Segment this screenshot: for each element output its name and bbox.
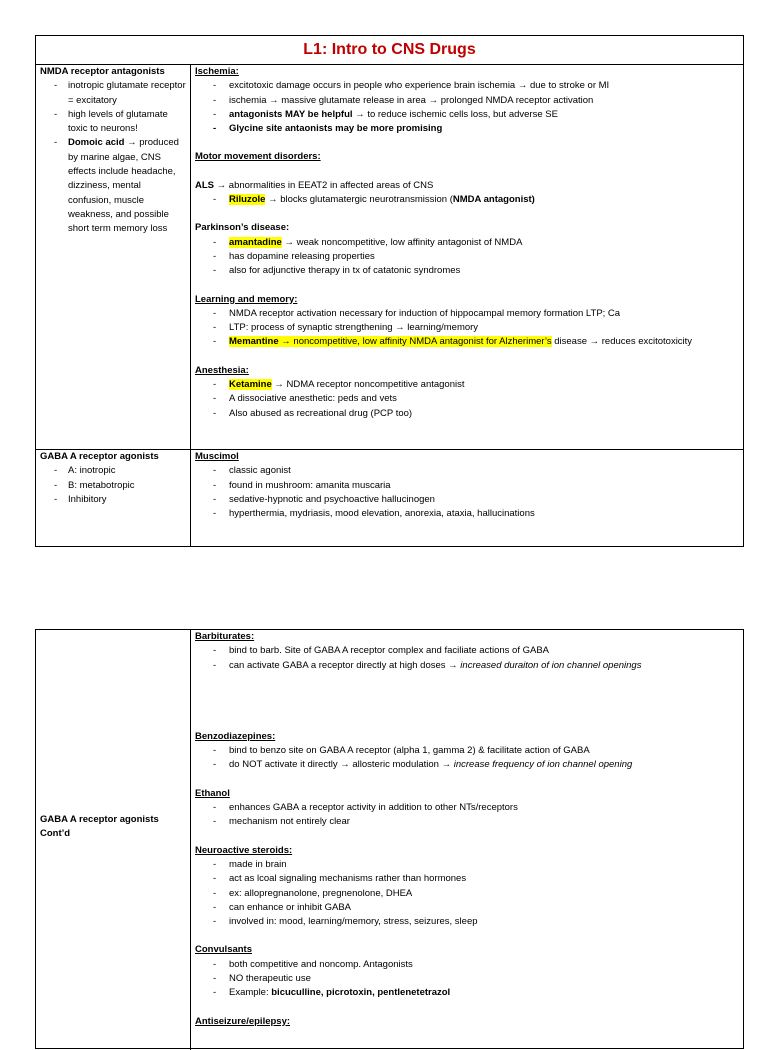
als-list [195, 193, 739, 207]
list-item: - NO therapeutic use [195, 972, 739, 986]
text: to reduce ischemic cells loss, but adverse SE [367, 108, 558, 120]
als-line [195, 179, 739, 193]
list-item [195, 335, 739, 349]
convulsants-list [195, 958, 739, 1001]
muscimol-heading: Muscimol [195, 451, 239, 462]
list-item [195, 758, 739, 772]
domoic-acid-label: Domoic acid → [68, 137, 137, 149]
gaba-heading: GABA A receptor agonists [40, 451, 159, 462]
list-item [40, 136, 186, 236]
parkinson-heading: Parkinson’s disease: [195, 222, 290, 234]
gaba-contd-row [36, 630, 743, 1050]
gaba-left-cell [36, 450, 191, 547]
gaba-row [36, 449, 743, 547]
table-page-1 [35, 35, 744, 547]
barbiturates-heading: Barbiturates: [195, 631, 255, 642]
page-title: L1: Intro to CNS Drugs [303, 41, 476, 58]
list-item: - LTP: process of synaptic strengthening → learning/memory [195, 321, 739, 335]
gaba-right-cell [191, 450, 743, 547]
ethanol-heading: Ethanol [195, 787, 230, 799]
spacer [195, 773, 739, 787]
barbiturates-list [195, 644, 739, 673]
list-item: - sedative-hypnotic and psychoactive hallucinogen [195, 493, 739, 507]
bold-text: bicuculline, picrotoxin, pentlenetetrazol [271, 987, 451, 999]
list-item: - mechanism not entirely clear [195, 815, 739, 829]
list-item: - bind to benzo site on GABA A receptor (alpha 1, gamma 2) & facilitate action of GABA [195, 744, 739, 758]
spacer [195, 165, 739, 179]
nmda-row [36, 65, 743, 449]
list-item: - made in brain [195, 858, 739, 872]
list-item: - inotropic glutamate receptor = excitatory [40, 79, 186, 108]
italic-text: increase frequency of ion channel opening [453, 759, 633, 771]
spacer [195, 207, 739, 221]
benzodiazepines-heading: Benzodiazepines: [195, 730, 276, 742]
spacer [195, 673, 739, 730]
spacer [195, 350, 739, 364]
als-label: ALS → [195, 179, 227, 191]
list-item [195, 659, 739, 673]
list-item: - hyperthermia, mydriasis, mood elevation, anorexia, ataxia, hallucinations [195, 507, 739, 521]
memantine-highlight-text [291, 336, 552, 347]
list-item: - ex: allopregnanolone, pregnenolone, DHEA [195, 887, 739, 901]
list-item: - excitotoxic damage occurs in people who experience brain ischemia → due to stroke or MI [195, 79, 739, 93]
neuroactive-steroids-heading: Neuroactive steroids: [195, 844, 293, 856]
text: can activate GABA a receptor directly at high doses → [229, 659, 458, 671]
gaba-contd-heading-line2: Cont’d [40, 828, 71, 839]
learning-list [195, 307, 739, 350]
list-item: - act as lcoal signaling mechanisms rather than hormones [195, 872, 739, 886]
list-item: - NMDA receptor activation necessary for induction of hippocampal memory formation LTP; Ca [195, 307, 739, 321]
neuroactive-steroids-list [195, 858, 739, 929]
nmda-heading: NMDA receptor antagonists [40, 66, 165, 77]
list-item: - enhances GABA a receptor activity in addition to other NTs/receptors [195, 801, 739, 815]
gaba-contd-heading-line1: GABA A receptor agonists [40, 813, 159, 825]
italic-text: increased duraiton of ion channel openings [460, 659, 642, 671]
spacer [195, 279, 739, 293]
anesthesia-list [195, 378, 739, 421]
list-item [195, 193, 739, 207]
convulsants-heading: Convulsants [195, 944, 253, 956]
gaba-contd-left-cell [36, 630, 191, 1050]
antiseizure-heading: Antiseizure/epilepsy: [195, 1015, 291, 1027]
list-item [195, 986, 739, 1000]
ethanol-list [195, 801, 739, 830]
als-text: abnormalities in EEAT2 in affected areas of CNS [228, 179, 434, 191]
list-item: - Also abused as recreational drug (PCP too) [195, 407, 739, 421]
bold-text: antagonists MAY be helpful → [229, 108, 365, 120]
ketamine-highlight: Ketamine [229, 379, 272, 391]
spacer [195, 1001, 739, 1015]
list-item: - A: inotropic [40, 464, 186, 478]
gaba-left-list [40, 464, 186, 507]
benzodiazepines-list [195, 744, 739, 773]
spacer [195, 136, 739, 150]
text: noncompetitive, low affinity NMDA antagonist for Alzherimer’s [293, 336, 552, 348]
muscimol-list [195, 464, 739, 521]
parkinson-list [195, 236, 739, 279]
list-item: - has dopamine releasing properties [195, 250, 739, 264]
list-item: - high levels of glutamate toxic to neurons! [40, 108, 186, 137]
nmda-left-list [40, 79, 186, 236]
amantadine-highlight: amantadine [229, 236, 282, 248]
domoic-acid-text: produced by marine algae, CNS effects include headache, dizziness, mental confusion, muscle weakness, and possible short term memory loss [68, 137, 179, 235]
text: → NDMA receptor noncompetitive antagonist [274, 379, 465, 391]
list-item: - Glycine site antaonists may be more promising [195, 122, 739, 136]
ischemia-list [195, 79, 739, 136]
list-item: - A dissociative anesthetic: peds and vets [195, 392, 739, 406]
gaba-contd-right-cell [191, 630, 743, 1050]
spacer [195, 929, 739, 943]
list-item: - found in mushroom: amanita muscaria [195, 479, 739, 493]
spacer [195, 830, 739, 844]
list-item: - bind to barb. Site of GABA A receptor complex and faciliate actions of GABA [195, 644, 739, 658]
list-item: - ischemia → massive glutamate release in area → prolonged NMDA receptor activation [195, 94, 739, 108]
bold-text: NMDA antagonist) [452, 194, 535, 206]
table-page-2 [35, 629, 744, 1049]
nmda-right-cell [191, 65, 743, 449]
list-item: - can enhance or inhibit GABA [195, 901, 739, 915]
nmda-left-cell [36, 65, 191, 449]
list-item: - also for adjunctive therapy in tx of catatonic syndromes [195, 264, 739, 278]
learning-heading: Learning and memory: [195, 293, 298, 305]
ischemia-heading: Ischemia: [195, 66, 239, 77]
memantine-highlight: Memantine → [229, 336, 291, 348]
list-item: - involved in: mood, learning/memory, stress, seizures, sleep [195, 915, 739, 929]
list-item: - B: metabotropic [40, 479, 186, 493]
motor-heading: Motor movement disorders: [195, 151, 321, 163]
list-item [195, 378, 739, 392]
anesthesia-heading: Anesthesia: [195, 364, 249, 376]
riluzole-highlight: Riluzole [229, 194, 266, 206]
list-item: - Inhibitory [40, 493, 186, 507]
gaba-contd-heading [40, 813, 159, 842]
text: → blocks glutamatergic neurotransmission ( [268, 194, 453, 206]
text: disease → reduces excitotoxicity [554, 336, 693, 348]
list-item [195, 236, 739, 250]
list-item [195, 108, 739, 122]
title-row [36, 36, 743, 65]
list-item: - both competitive and noncomp. Antagonists [195, 958, 739, 972]
text: → weak noncompetitive, low affinity antagonist of NMDA [284, 236, 523, 248]
list-item: - classic agonist [195, 464, 739, 478]
text: do NOT activate it directly → allosteric modulation → [229, 759, 452, 771]
text: Example: [229, 987, 269, 999]
